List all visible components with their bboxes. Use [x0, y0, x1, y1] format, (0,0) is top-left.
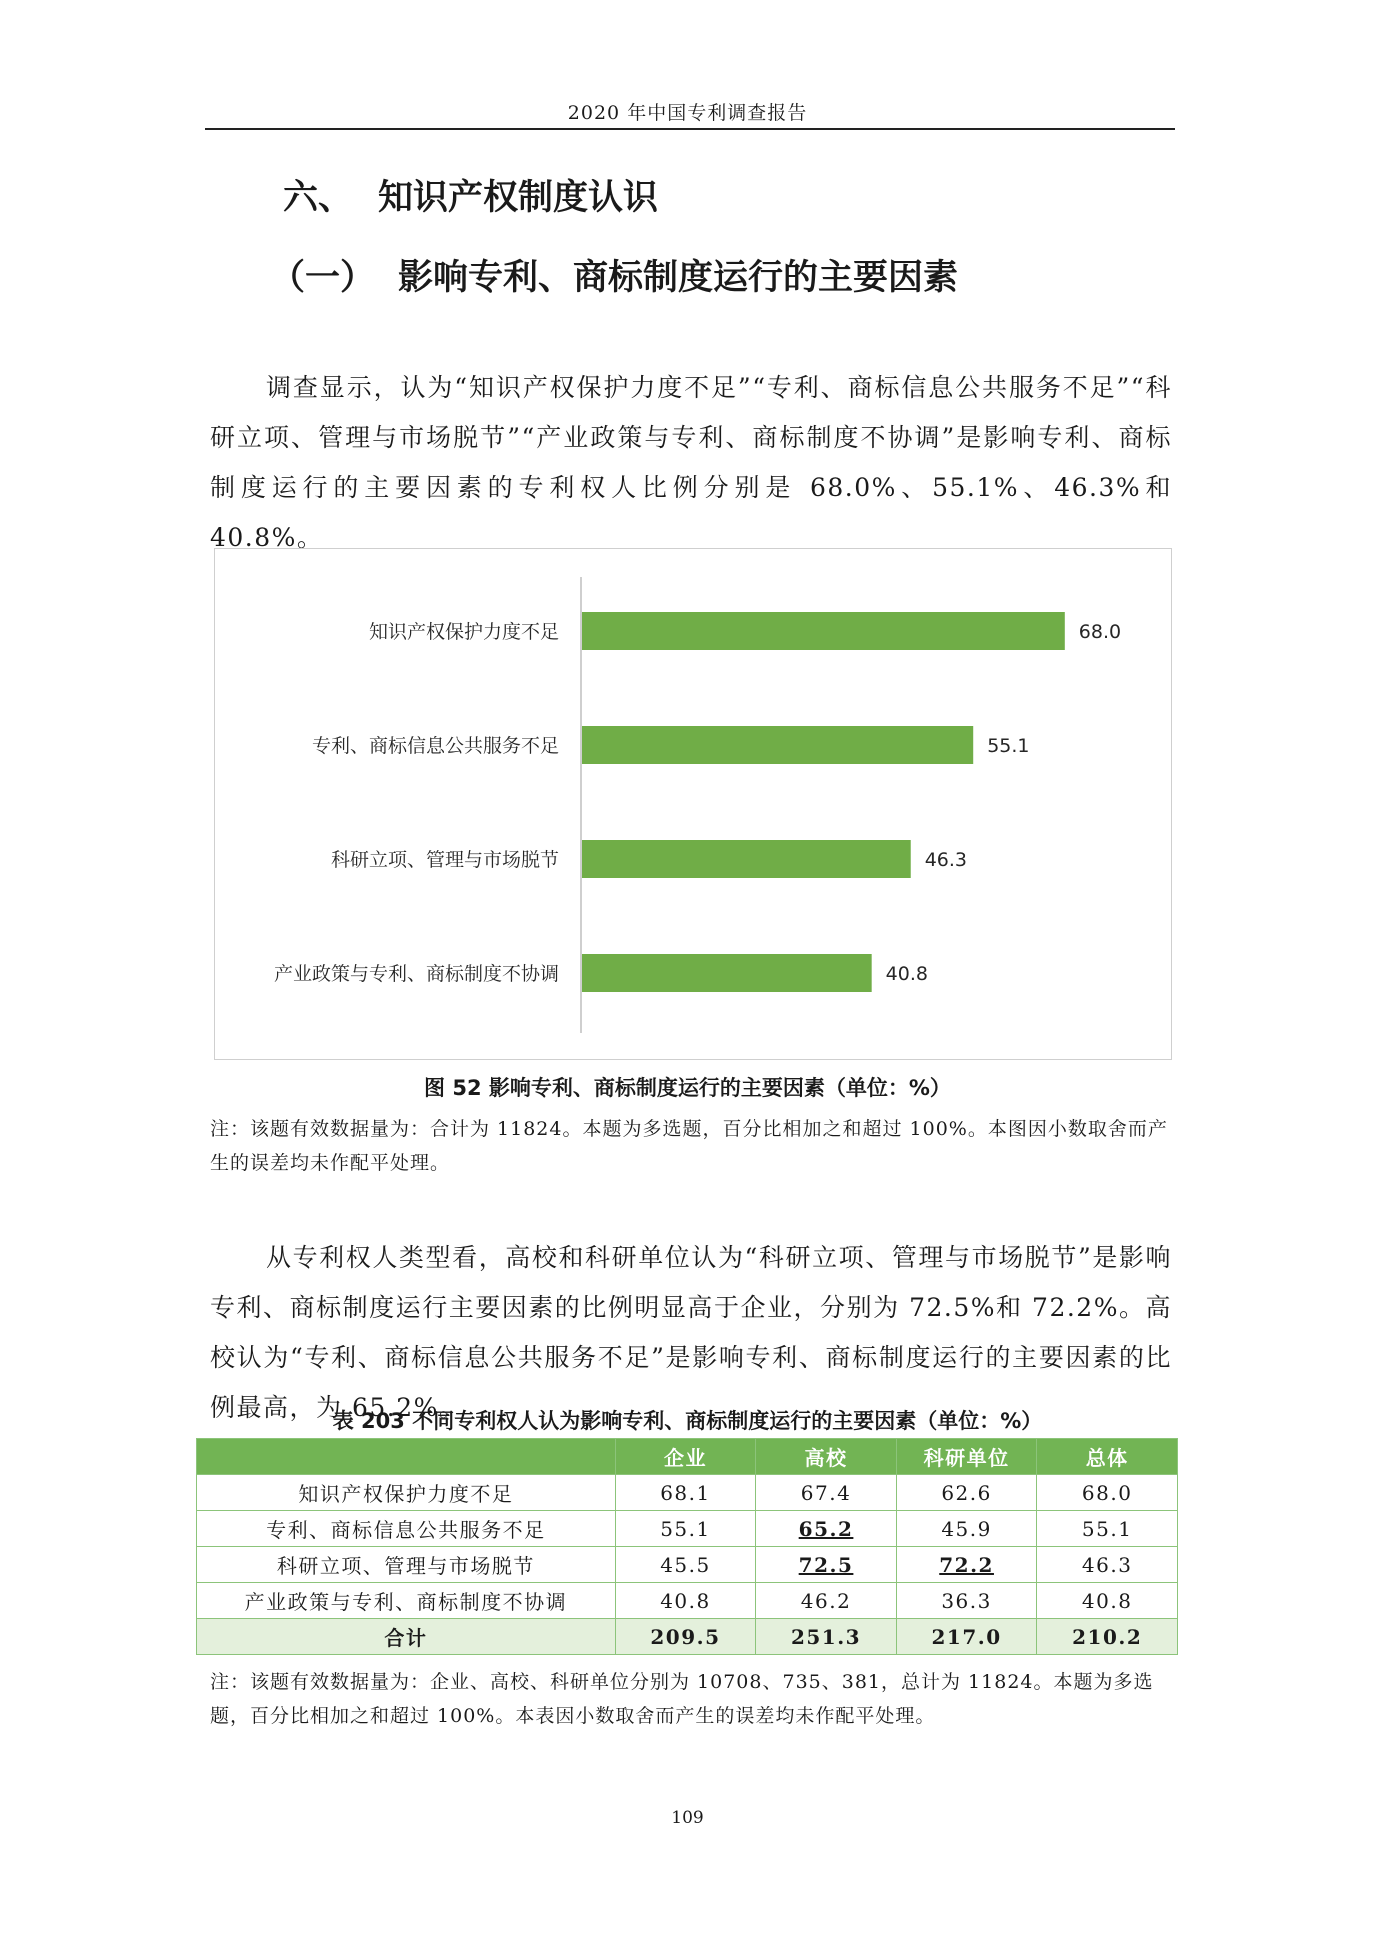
table-cell-highlight — [756, 1511, 897, 1547]
row-label: 知识产权保护力度不足 — [197, 1475, 616, 1511]
table-header-cell: 科研单位 — [896, 1439, 1037, 1475]
table-cell-highlight — [896, 1547, 1037, 1583]
table-header-cell: 高校 — [756, 1439, 897, 1475]
table-cell: 55.1 — [1037, 1511, 1178, 1547]
factor-table — [196, 1438, 1178, 1655]
row-label: 专利、商标信息公共服务不足 — [197, 1511, 616, 1547]
figure-caption: 图 52 影响专利、商标制度运行的主要因素（单位：%） — [424, 1076, 951, 1100]
analysis-paragraph: 从专利权人类型看，高校和科研单位认为“科研立项、管理与市场脱节”是影响专利、商标制度运行主要因素的比例明显高于企业，分别为 72.5%和 72.2%。高校认为“专利、商标信息公共服务不足”是影响专利、商标制度运行的主要因素的比例最高，为 65.2%。 — [210, 1243, 1172, 1422]
subsection-number: （一） — [270, 258, 376, 298]
row-label: 科研立项、管理与市场脱节 — [197, 1547, 616, 1583]
chart-data-label: 55.1 — [987, 735, 1030, 757]
total-cell: 210.2 — [1037, 1619, 1178, 1655]
table-cell: 45.9 — [896, 1511, 1037, 1547]
table-cell: 36.3 — [896, 1583, 1037, 1619]
table-cell: 40.8 — [1037, 1583, 1178, 1619]
table-cell: 62.6 — [896, 1475, 1037, 1511]
table-row — [197, 1475, 1178, 1511]
table-row — [197, 1511, 1178, 1547]
chart-data-label: 46.3 — [924, 849, 968, 871]
table-cell: 67.4 — [756, 1475, 897, 1511]
chart-bar — [582, 954, 872, 992]
table-cell: 55.1 — [615, 1511, 756, 1547]
highlight-value: 72.2 — [939, 1552, 994, 1577]
table-cell: 45.5 — [615, 1547, 756, 1583]
bar-chart-canvas — [215, 549, 1173, 1061]
running-header: 2020 年中国专利调查报告 — [567, 102, 808, 124]
chart-bar — [582, 840, 911, 878]
highlight-value: 72.5 — [798, 1552, 854, 1577]
table-caption: 表 203 不同专利权人认为影响专利、商标制度运行的主要因素（单位：%） — [332, 1409, 1043, 1433]
intro-paragraph: 调查显示，认为“知识产权保护力度不足”“专利、商标信息公共服务不足”“科研立项、管理与市场脱节”“产业政策与专利、商标制度不协调”是影响专利、商标制度运行的主要因素的专利权人比例分别是 68.0%、55.1%、46.3%和 40.8%。 — [210, 373, 1172, 552]
row-label: 产业政策与专利、商标制度不协调 — [197, 1583, 616, 1619]
table-cell-highlight — [756, 1547, 897, 1583]
section-number: 六、 — [283, 178, 354, 218]
table-header-cell: 企业 — [615, 1439, 756, 1475]
total-cell: 217.0 — [896, 1619, 1037, 1655]
section-title: 知识产权制度认识 — [378, 178, 659, 218]
bar-chart — [214, 548, 1172, 1060]
subsection-heading — [270, 250, 958, 300]
table-header-cell — [197, 1439, 616, 1475]
chart-data-label: 40.8 — [885, 963, 928, 985]
table-row — [197, 1547, 1178, 1583]
total-label: 合计 — [197, 1619, 616, 1655]
subsection-title: 影响专利、商标制度运行的主要因素 — [398, 258, 959, 298]
table-cell: 46.3 — [1037, 1547, 1178, 1583]
table-note: 注：该题有效数据量为：企业、高校、科研单位分别为 10708、735、381，总计为 11824。本题为多选题，百分比相加之和超过 100%。本表因小数取舍而产生的误差均未作配平处理。 — [210, 1671, 1154, 1727]
table-header-row — [197, 1439, 1178, 1475]
total-cell: 251.3 — [756, 1619, 897, 1655]
table-total-row — [197, 1619, 1178, 1655]
chart-category-label: 科研立项、管理与市场脱节 — [330, 849, 559, 871]
table-header-cell: 总体 — [1037, 1439, 1178, 1475]
total-cell: 209.5 — [615, 1619, 756, 1655]
table-cell: 40.8 — [615, 1583, 756, 1619]
chart-bar — [582, 612, 1065, 650]
chart-bar — [582, 726, 973, 764]
chart-category-label: 产业政策与专利、商标制度不协调 — [273, 963, 559, 985]
header-rule — [205, 128, 1175, 130]
chart-data-label: 68.0 — [1078, 621, 1122, 643]
table-cell: 68.1 — [615, 1475, 756, 1511]
table-cell: 46.2 — [756, 1583, 897, 1619]
chart-category-label: 专利、商标信息公共服务不足 — [311, 735, 559, 757]
highlight-value: 65.2 — [798, 1516, 854, 1541]
table-row — [197, 1583, 1178, 1619]
figure-note: 注：该题有效数据量为：合计为 11824。本题为多选题，百分比相加之和超过 100%。本图因小数取舍而产生的误差均未作配平处理。 — [210, 1118, 1168, 1174]
section-heading — [283, 170, 658, 220]
chart-category-label: 知识产权保护力度不足 — [368, 621, 559, 643]
table-cell: 68.0 — [1037, 1475, 1178, 1511]
page-number: 109 — [671, 1808, 704, 1828]
